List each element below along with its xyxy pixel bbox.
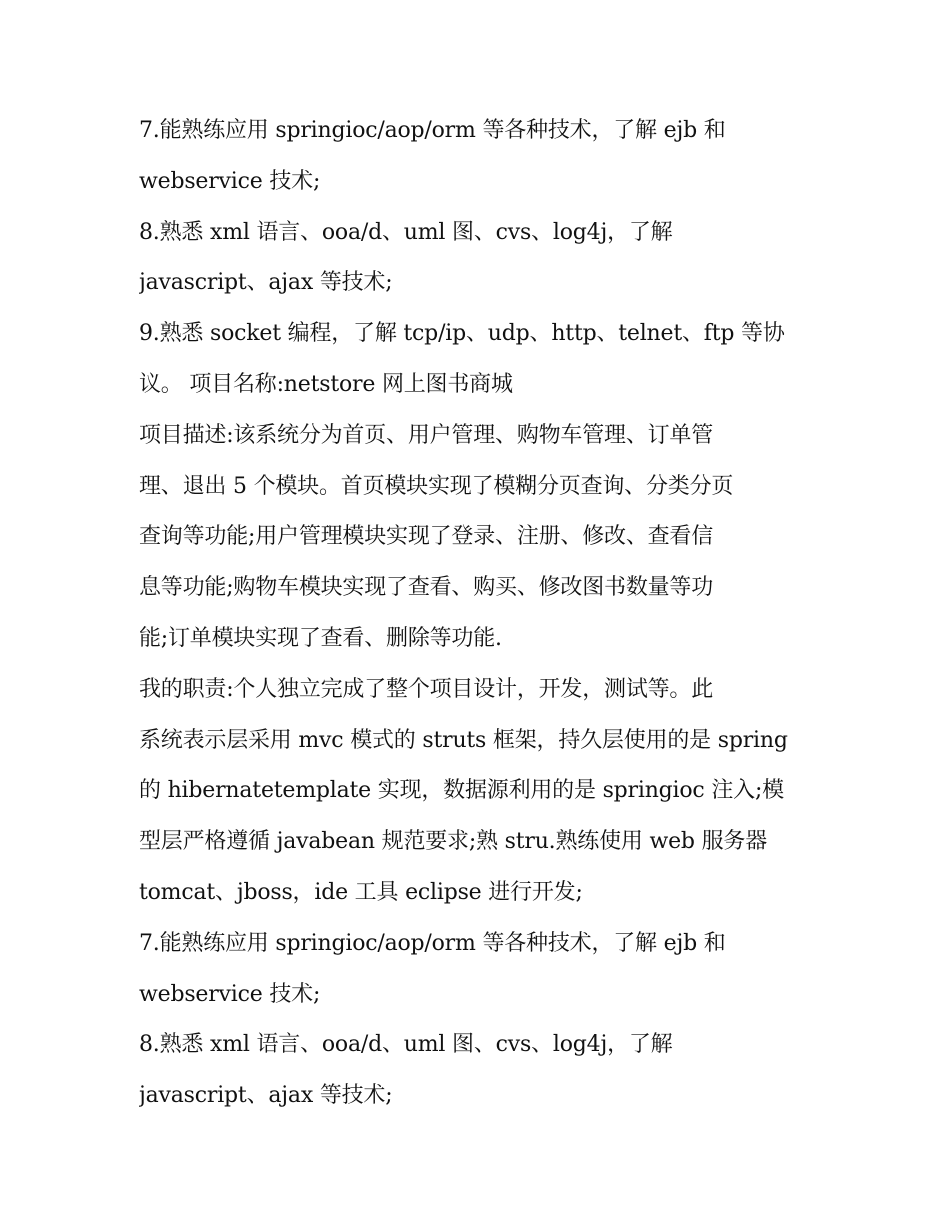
text-line: 8.熟悉 xml 语言、ooa/d、uml 图、cvs、log4j，了解 [139,219,673,245]
text-line: 7.能熟练应用 springioc/aop/orm 等各种技术，了解 ejb 和 [139,930,726,956]
text-line: 项目描述:该系统分为首页、用户管理、购物车管理、订单管 [139,422,714,448]
text-line: 议。 项目名称:netstore 网上图书商城 [139,371,513,397]
document-body [139,106,819,1122]
text-line: 理、退出 5 个模块。首页模块实现了模糊分页查询、分类分页 [139,473,734,499]
text-line: javascript、ajax 等技术; [139,1083,393,1109]
text-line: 的 hibernatetemplate 实现，数据源利用的是 springioc 注入;模 [139,778,784,804]
text-line: 息等功能;购物车模块实现了查看、购买、修改图书数量等功 [139,575,714,601]
text-line: webservice 技术; [139,168,321,194]
text-line: 9.熟悉 socket 编程，了解 tcp/ip、udp、http、telnet、ftp 等协 [139,321,785,347]
text-line: 7.能熟练应用 springioc/aop/orm 等各种技术，了解 ejb 和 [139,118,726,143]
text-line: 8.熟悉 xml 语言、ooa/d、uml 图、cvs、log4j，了解 [139,1032,673,1058]
text-line: 能;订单模块实现了查看、删除等功能. [139,625,502,651]
text-line: 我的职责:个人独立完成了整个项目设计，开发，测试等。此 [139,676,714,702]
text-line: 系统表示层采用 mvc 模式的 struts 框架，持久层使用的是 spring [139,727,788,753]
text-line: 型层严格遵循 javabean 规范要求;熟 stru.熟练使用 web 服务器 [139,829,767,855]
text-line: webservice 技术; [139,981,321,1007]
text-line: javascript、ajax 等技术; [139,270,393,296]
text-line: 查询等功能;用户管理模块实现了登录、注册、修改、查看信 [139,524,714,550]
text-line: tomcat、jboss，ide 工具 eclipse 进行开发; [139,879,583,905]
